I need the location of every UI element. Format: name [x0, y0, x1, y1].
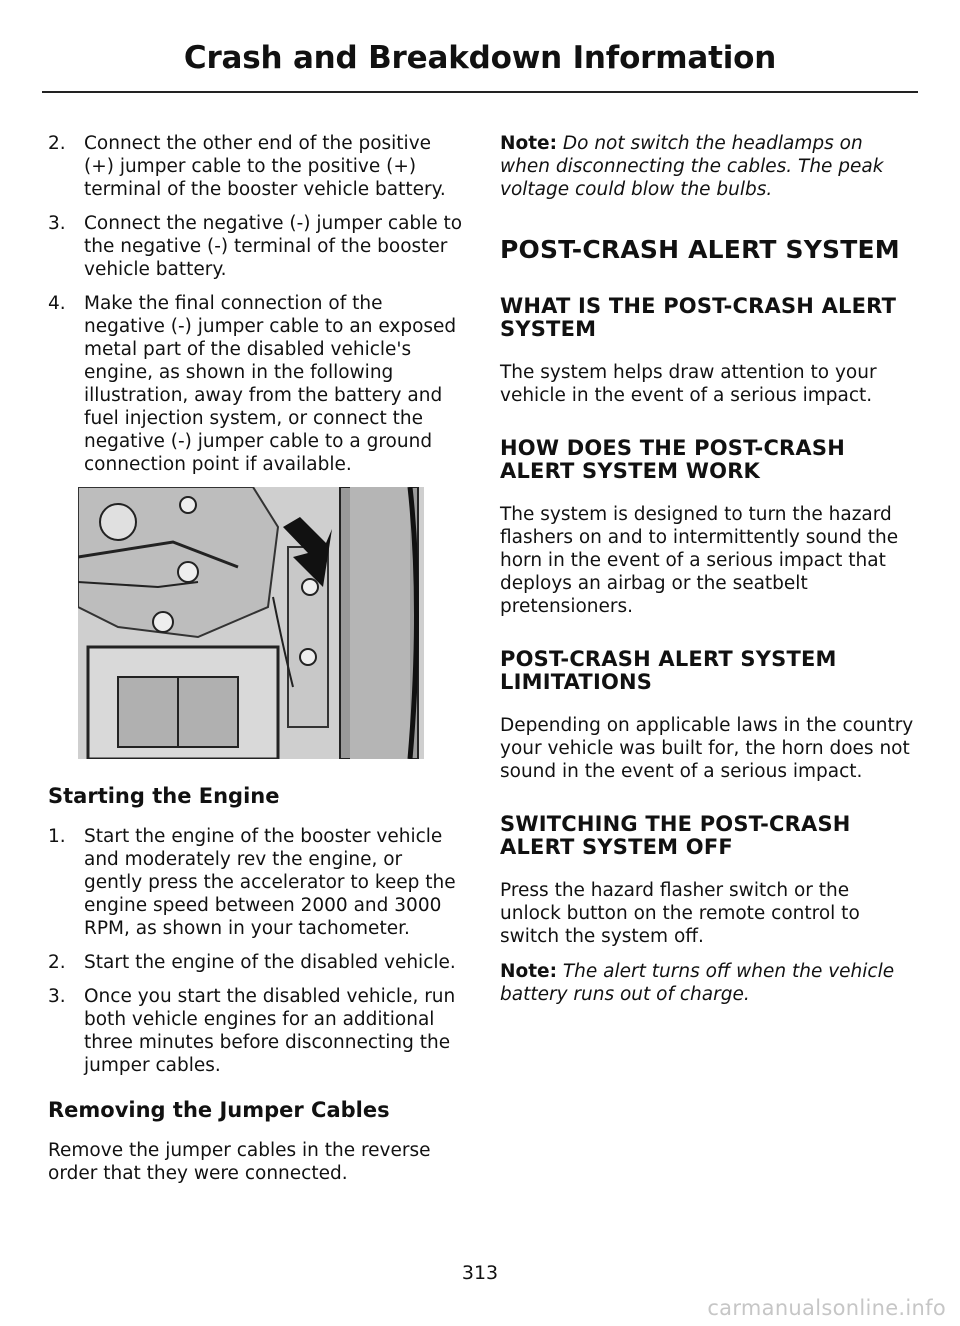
step-number: 3. [48, 986, 66, 1007]
start-step-1 [48, 825, 463, 940]
post-crash-main-heading: POST-CRASH ALERT SYSTEM [500, 235, 900, 264]
step-number: 4. [48, 293, 66, 314]
watermark: carmanualsonline.info [707, 1296, 946, 1320]
step-number: 3. [48, 213, 66, 234]
header-divider [42, 91, 918, 93]
removing-cables-text: Remove the jumper cables in the reverse order that they were connected. [48, 1140, 431, 1184]
start-step-2 [48, 951, 463, 974]
section-heading-how: HOW DOES THE POST-CRASH ALERT SYSTEM WORK [500, 436, 845, 483]
engine-bay-drawing [78, 487, 424, 759]
starting-engine-steps [48, 825, 463, 1077]
section-text-how: The system is designed to turn the hazard flashers on and to intermittently sound the horn in the event of a serious impact that deploys an airbag or the seatbelt pretensioners. [500, 504, 899, 617]
step-number: 1. [48, 826, 66, 847]
step-number: 2. [48, 133, 66, 154]
jump-start-steps [48, 132, 463, 476]
step-2 [48, 132, 463, 201]
section-heading-switching-off: SWITCHING THE POST-CRASH ALERT SYSTEM OFF [500, 812, 851, 859]
step-text: Make the final connection of the negative (-) jumper cable to an exposed metal part of the disabled vehicle's engine, as shown in the following illustration, away from the battery and fuel injection system, or connect the negative (-) jumper cable to a ground connection point if available. [84, 293, 457, 475]
section-heading-limitations: POST-CRASH ALERT SYSTEM LIMITATIONS [500, 647, 837, 694]
start-step-3 [48, 985, 463, 1077]
step-4 [48, 292, 463, 476]
engine-ground-illustration [78, 487, 424, 759]
note-headlamps [500, 132, 915, 201]
left-column [48, 132, 463, 1185]
removing-cables-heading: Removing the Jumper Cables [48, 1098, 390, 1122]
section-text-switching-off: Press the hazard flasher switch or the unlock button on the remote control to switch the system off. [500, 880, 860, 947]
page-number: 313 [461, 1262, 499, 1284]
step-text: Start the engine of the disabled vehicle. [84, 952, 456, 973]
step-text: Connect the negative (-) jumper cable to the negative (-) terminal of the booster vehicle battery. [84, 213, 463, 280]
note-label: Note: [500, 961, 557, 982]
note-text: Do not switch the headlamps on when disconnecting the cables. The peak voltage could blow the bulbs. [500, 133, 884, 200]
right-column [500, 132, 915, 1006]
step-number: 2. [48, 952, 66, 973]
section-text-limitations: Depending on applicable laws in the country your vehicle was built for, the horn does not sound in the event of a serious impact. [500, 715, 914, 782]
starting-engine-heading: Starting the Engine [48, 784, 280, 808]
note-battery [500, 960, 915, 1006]
step-3 [48, 212, 463, 281]
note-text: The alert turns off when the vehicle battery runs out of charge. [500, 961, 895, 1005]
section-text-what: The system helps draw attention to your vehicle in the event of a serious impact. [500, 362, 877, 406]
step-text: Start the engine of the booster vehicle and moderately rev the engine, or gently press the accelerator to keep the engine speed between 2000 and 3000 RPM, as shown in your tachometer. [84, 826, 456, 939]
note-label: Note: [500, 133, 557, 154]
page-title: Crash and Breakdown Information [183, 40, 777, 76]
section-heading-what: WHAT IS THE POST-CRASH ALERT SYSTEM [500, 294, 897, 341]
step-text: Once you start the disabled vehicle, run both vehicle engines for an additional three minutes before disconnecting the jumper cables. [84, 986, 456, 1076]
step-text: Connect the other end of the positive (+) jumper cable to the positive (+) terminal of the booster vehicle battery. [84, 133, 446, 200]
